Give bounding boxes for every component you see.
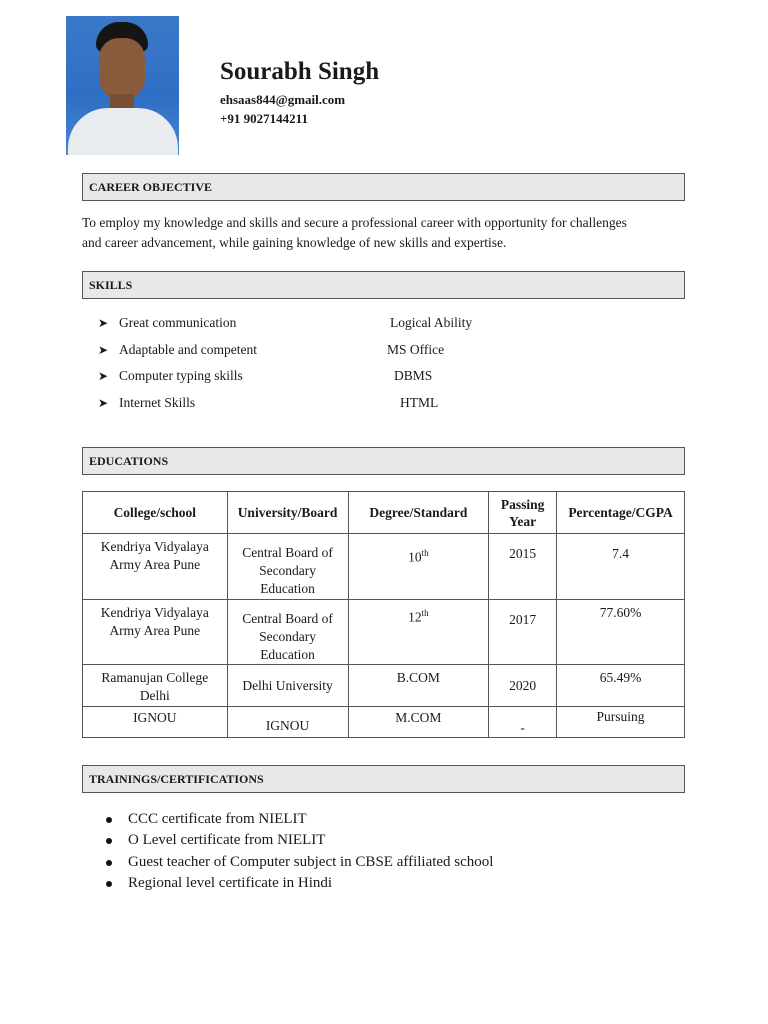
cell-board: IGNOU (227, 707, 348, 738)
skill-left: Adaptable and competent (119, 341, 257, 357)
candidate-email[interactable]: ehsaas844@gmail.com (220, 92, 346, 107)
skill-left: Computer typing skills (119, 368, 243, 383)
skill-right: MS Office (387, 341, 445, 357)
bullet-icon (106, 817, 112, 823)
cell-year: - (489, 707, 557, 738)
skill-left: Internet Skills (119, 394, 196, 410)
arrow-bullet-icon: ➤ (98, 316, 109, 330)
college-line: Delhi (139, 688, 170, 703)
cell-board (227, 600, 348, 665)
header-college: College/school (83, 492, 228, 534)
cell-year: 2015 (489, 534, 557, 600)
table-row (83, 600, 685, 665)
candidate-phone: +91 9027144211 (220, 111, 308, 126)
bullet-icon (106, 881, 112, 887)
college-line: Ramanujan College (101, 670, 209, 685)
college-line: Army Area Pune (109, 557, 201, 572)
board-line: Education (260, 581, 315, 596)
table-row (83, 665, 685, 707)
career-objective-text (82, 213, 692, 253)
certification-text: Guest teacher of Computer subject in CBSE affiliated school (128, 853, 494, 870)
cell-score: 77.60% (557, 600, 685, 665)
header-degree: Degree/Standard (348, 492, 489, 534)
certification-text: O Level certificate from NIELIT (128, 832, 326, 849)
cell-year: 2017 (489, 600, 557, 665)
table-header-row (83, 492, 685, 534)
arrow-bullet-icon: ➤ (98, 369, 109, 383)
degree-value: 12 (408, 609, 422, 625)
bullet-icon (106, 860, 112, 866)
cell-college (83, 665, 228, 707)
table-row (83, 707, 685, 738)
board-line: Central Board of (242, 611, 333, 626)
section-trainings: TRAININGS/CERTIFICATIONS (82, 765, 685, 793)
profile-photo (66, 16, 179, 155)
header-board: University/Board (227, 492, 348, 534)
section-skills: SKILLS (82, 271, 685, 299)
college-line: Kendriya Vidyalaya (100, 605, 209, 620)
arrow-bullet-icon: ➤ (98, 342, 109, 357)
cell-board: Delhi University (227, 665, 348, 707)
skill-right: HTML (400, 394, 439, 410)
header-score: Percentage/CGPA (557, 492, 685, 534)
cell-degree: M.COM (348, 707, 489, 738)
cell-degree (348, 600, 489, 665)
education-table (82, 491, 685, 738)
cell-college (83, 534, 228, 600)
photo-face (99, 38, 145, 100)
skill-left: Great communication (119, 315, 237, 330)
cell-degree (348, 534, 489, 600)
section-career-objective: CAREER OBJECTIVE (82, 173, 685, 201)
skill-right: DBMS (394, 368, 433, 383)
candidate-name: Sourabh Singh (220, 58, 380, 85)
cell-score: 65.49% (557, 665, 685, 707)
cell-college: IGNOU (83, 707, 228, 738)
certification-text: CCC certificate from NIELIT (128, 811, 307, 827)
photo-shirt (68, 108, 178, 155)
objective-line-1: To employ my knowledge and skills and secure a professional career with opportunity for challenges (82, 215, 627, 230)
board-line: Secondary (259, 629, 317, 644)
header-year-line-2: Year (509, 513, 537, 529)
header-year-line-1: Passing (500, 496, 545, 512)
header-year (489, 492, 557, 534)
cell-board (227, 534, 348, 600)
cell-score: 7.4 (557, 534, 685, 600)
certification-text: Regional level certificate in Hindi (128, 874, 333, 891)
bullet-icon (106, 838, 112, 844)
section-educations: EDUCATIONS (82, 447, 685, 475)
cell-degree: B.COM (348, 665, 489, 707)
cell-score: Pursuing (557, 707, 685, 738)
college-line: Army Area Pune (109, 623, 201, 638)
degree-suffix: th (421, 608, 429, 618)
arrow-bullet-icon: ➤ (98, 395, 109, 410)
objective-line-2: and career advancement, while gaining knowledge of new skills and expertise. (82, 235, 507, 250)
cell-college (83, 600, 228, 665)
skill-right: Logical Ability (390, 315, 473, 330)
cell-year: 2020 (489, 665, 557, 707)
board-line: Education (260, 647, 315, 662)
board-line: Central Board of (242, 545, 333, 560)
degree-suffix: th (421, 548, 429, 558)
college-line: Kendriya Vidyalaya (100, 539, 209, 554)
table-row (83, 534, 685, 600)
degree-value: 10 (408, 549, 422, 565)
board-line: Secondary (259, 563, 317, 578)
